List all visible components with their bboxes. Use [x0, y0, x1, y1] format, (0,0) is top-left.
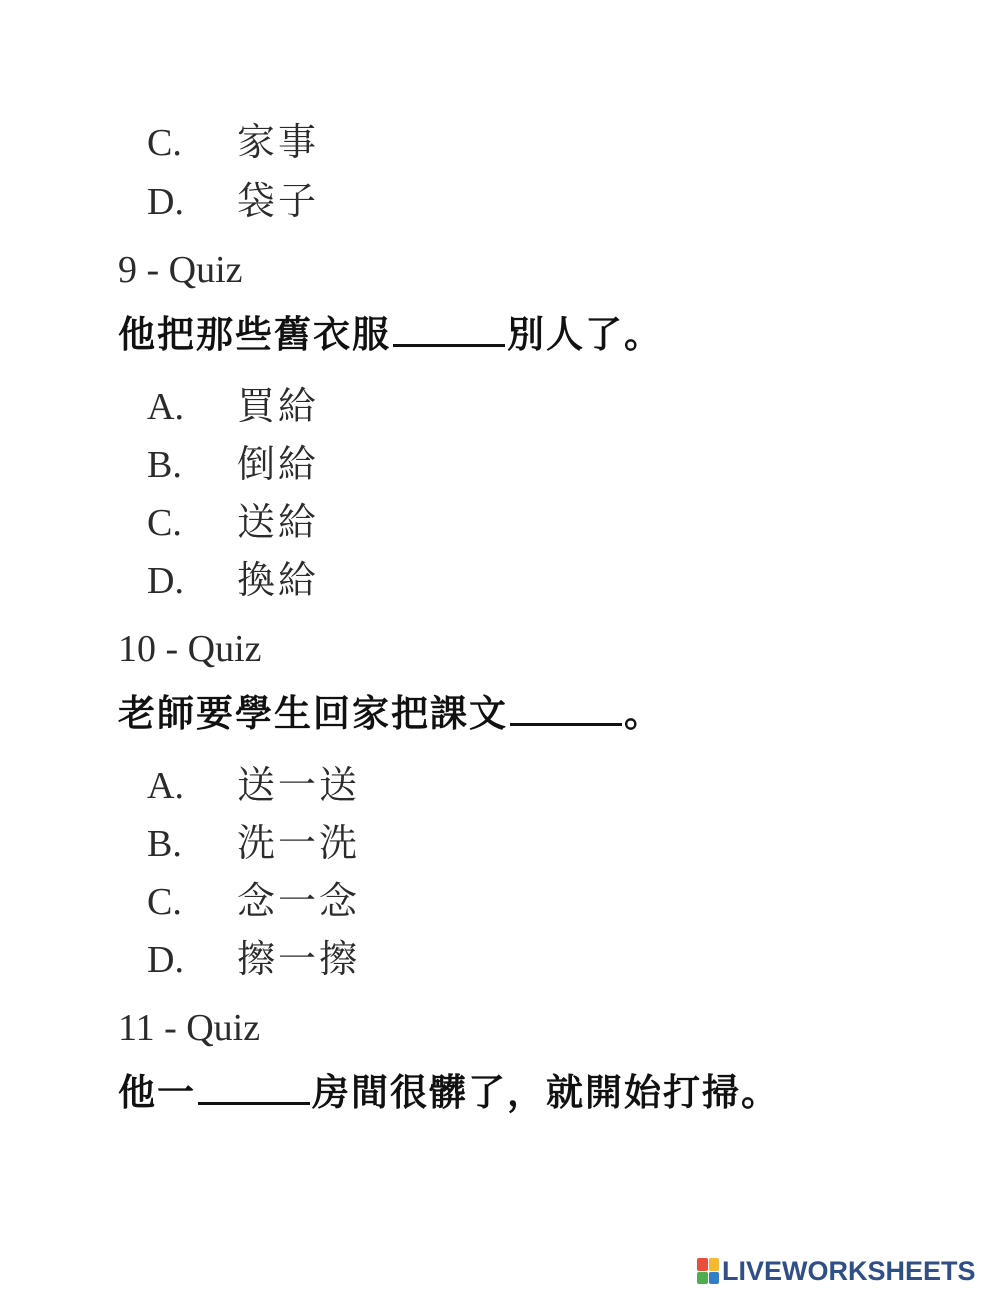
quiz-label-11: 11 - Quiz	[118, 1007, 261, 1049]
answer-blank[interactable]	[198, 1072, 310, 1105]
option-text: 倒給	[237, 444, 320, 486]
answer-blank[interactable]	[510, 693, 622, 726]
option-text: 買給	[237, 386, 320, 428]
logo-block-blue	[709, 1272, 720, 1285]
option-letter: C.	[147, 502, 182, 544]
option-letter: B.	[147, 823, 182, 865]
question-text-before: 老師要學生回家把課文	[118, 694, 508, 735]
option-c[interactable]	[147, 501, 319, 545]
question-text-after: 。	[624, 694, 663, 735]
option-b[interactable]	[147, 822, 360, 866]
option-text: 擦一擦	[237, 939, 361, 981]
option-text: 袋子	[237, 181, 320, 223]
answer-blank[interactable]	[393, 314, 505, 347]
option-letter: D.	[147, 560, 184, 602]
question-11	[118, 1072, 780, 1116]
option-a[interactable]	[147, 764, 360, 808]
option-text: 送給	[237, 502, 320, 544]
question-text-before: 他一	[118, 1073, 196, 1114]
option-letter: C.	[147, 881, 182, 923]
option-d[interactable]	[147, 180, 319, 224]
option-letter: D.	[147, 181, 184, 223]
question-9	[118, 314, 663, 358]
option-text: 念一念	[237, 881, 361, 923]
option-text: 送一送	[237, 765, 361, 807]
option-letter: C.	[147, 122, 182, 164]
liveworksheets-logo-icon	[697, 1258, 719, 1284]
option-b[interactable]	[147, 443, 319, 487]
question-10	[118, 693, 663, 737]
option-c[interactable]	[147, 880, 360, 924]
option-a[interactable]	[147, 385, 319, 429]
quiz-label-10: 10 - Quiz	[118, 628, 262, 670]
question-text-after: 房間很髒了，就開始打掃。	[312, 1073, 780, 1114]
option-text: 換給	[237, 560, 320, 602]
option-d[interactable]	[147, 559, 319, 603]
option-c[interactable]	[147, 121, 319, 165]
option-text: 家事	[237, 122, 320, 164]
logo-block-yellow	[709, 1258, 720, 1271]
option-letter: A.	[147, 765, 184, 807]
option-letter: B.	[147, 444, 182, 486]
liveworksheets-brand[interactable]	[697, 1256, 976, 1286]
logo-block-red	[697, 1258, 708, 1271]
brand-name: LIVEWORKSHEETS	[722, 1255, 976, 1286]
question-text-after: 別人了。	[507, 315, 663, 356]
option-text: 洗一洗	[237, 823, 361, 865]
quiz-label-9: 9 - Quiz	[118, 249, 243, 291]
option-letter: D.	[147, 939, 184, 981]
option-letter: A.	[147, 386, 184, 428]
question-text-before: 他把那些舊衣服	[118, 315, 391, 356]
logo-block-green	[697, 1272, 708, 1285]
option-d[interactable]	[147, 938, 360, 982]
